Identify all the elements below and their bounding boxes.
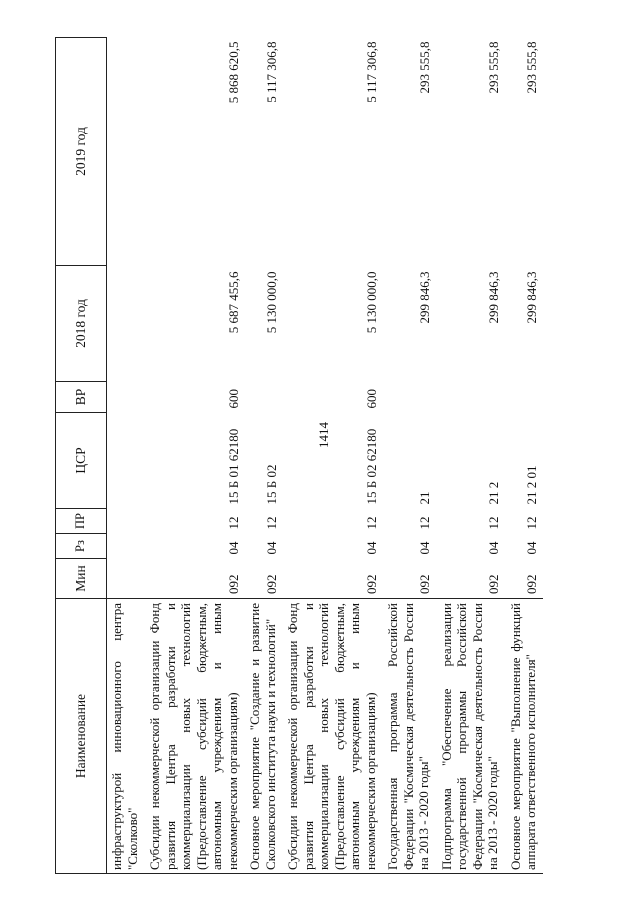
header-2018: 2018 год <box>56 266 107 382</box>
row-vr <box>244 382 282 413</box>
row-vr <box>505 382 543 413</box>
row-2019: 293 555,8 <box>417 41 432 94</box>
row-2018: 5 130 000,0 <box>363 271 379 334</box>
table-header <box>56 38 107 874</box>
row-min: 092 <box>225 574 241 594</box>
row-csr: 15 Б 02 62180 <box>363 428 379 505</box>
row-pr: 12 <box>486 516 501 530</box>
header-vr: ВР <box>56 382 107 413</box>
row-rz: 04 <box>363 541 379 555</box>
row-min: 092 <box>363 574 379 594</box>
row-csr: 21 2 <box>486 481 501 505</box>
row-rz: 04 <box>524 541 539 555</box>
row-vr <box>382 382 436 413</box>
row-min: 092 <box>524 574 539 594</box>
table-row <box>107 38 145 874</box>
rotated-table-container <box>55 38 593 874</box>
row-rz: 04 <box>417 541 432 555</box>
table-body <box>107 38 543 874</box>
table-row <box>436 38 505 874</box>
row-pr: 12 <box>363 516 379 530</box>
row-2018: 5 130 000,0 <box>263 271 279 334</box>
row-2019: 293 555,8 <box>524 41 539 94</box>
row-2018 <box>107 266 145 382</box>
row-pr: 12 <box>524 516 539 530</box>
row-pr: 12 <box>263 516 279 530</box>
row-pr <box>107 509 145 534</box>
row-name: Подпрограмма "Обеспечение реализации государственной программы Российской Федерации "Космическая деятельность России на 2013 - 2020 годы" <box>436 599 505 874</box>
table-row <box>244 38 282 874</box>
table-row <box>282 38 382 874</box>
row-name: Субсидии некоммерческой организации Фонд развития Центра разработки и коммерциализации новых технологий (Предоставление субсидий бюджетным, автономным учреждениям и иным некоммерческим организациям) <box>144 599 244 874</box>
row-name: инфраструктурой инновационного центра "Сколково" <box>107 599 145 874</box>
row-csr: 21 <box>417 491 432 505</box>
row-vr <box>107 382 145 413</box>
table-row <box>505 38 543 874</box>
row-2018: 299 846,3 <box>417 271 432 324</box>
row-csr: 21 2 01 <box>524 465 539 505</box>
row-csr: 15 Б 01 62180 <box>225 428 241 505</box>
row-2018: 299 846,3 <box>524 271 539 324</box>
header-pr: ПР <box>56 509 107 534</box>
row-rz <box>107 534 145 559</box>
row-vr: 600 <box>363 389 379 409</box>
row-min: 092 <box>486 574 501 594</box>
row-2019: 5 117 306,8 <box>363 41 379 103</box>
table-row <box>144 38 244 874</box>
row-vr: 600 <box>225 389 241 409</box>
row-csr <box>107 413 145 509</box>
row-2019: 5 117 306,8 <box>263 41 279 103</box>
row-min: 092 <box>263 574 279 594</box>
header-name: Наименование <box>56 599 107 874</box>
row-pr: 12 <box>225 516 241 530</box>
row-name: Субсидии некоммерческой организации Фонд развития Центра разработки и коммерциализации новых технологий (Предоставление субсидий бюджетным, автономным учреждениям и иным некоммерческим организациям) <box>282 599 382 874</box>
header-2019: 2019 год <box>56 38 107 266</box>
budget-table <box>55 37 543 874</box>
row-rz: 04 <box>486 541 501 555</box>
row-name: Основное мероприятие "Выполнение функций аппарата ответственного исполнителя" <box>505 599 543 874</box>
row-pr: 12 <box>417 516 432 530</box>
row-2019 <box>107 38 145 266</box>
header-row <box>56 38 107 874</box>
row-name: Государственная программа Российской Федерации "Космическая деятельность России на 2013 - 2020 годы" <box>382 599 436 874</box>
row-min <box>107 559 145 599</box>
row-csr: 15 Б 02 <box>263 464 279 505</box>
header-rz: Рз <box>56 534 107 559</box>
row-rz: 04 <box>225 541 241 555</box>
row-2018: 5 687 455,6 <box>225 271 241 334</box>
header-csr: ЦСР <box>56 413 107 509</box>
row-2019: 293 555,8 <box>486 41 501 94</box>
row-rz: 04 <box>263 541 279 555</box>
row-2018: 299 846,3 <box>486 271 501 324</box>
table-row <box>382 38 436 874</box>
header-min: Мин <box>56 559 107 599</box>
row-min: 092 <box>417 574 432 594</box>
page-number: 1414 <box>316 422 331 448</box>
row-name: Основное мероприятие "Создание и развитие Сколковского института науки и технологий" <box>244 599 282 874</box>
row-vr <box>436 382 505 413</box>
row-2019: 5 868 620,5 <box>225 41 241 104</box>
